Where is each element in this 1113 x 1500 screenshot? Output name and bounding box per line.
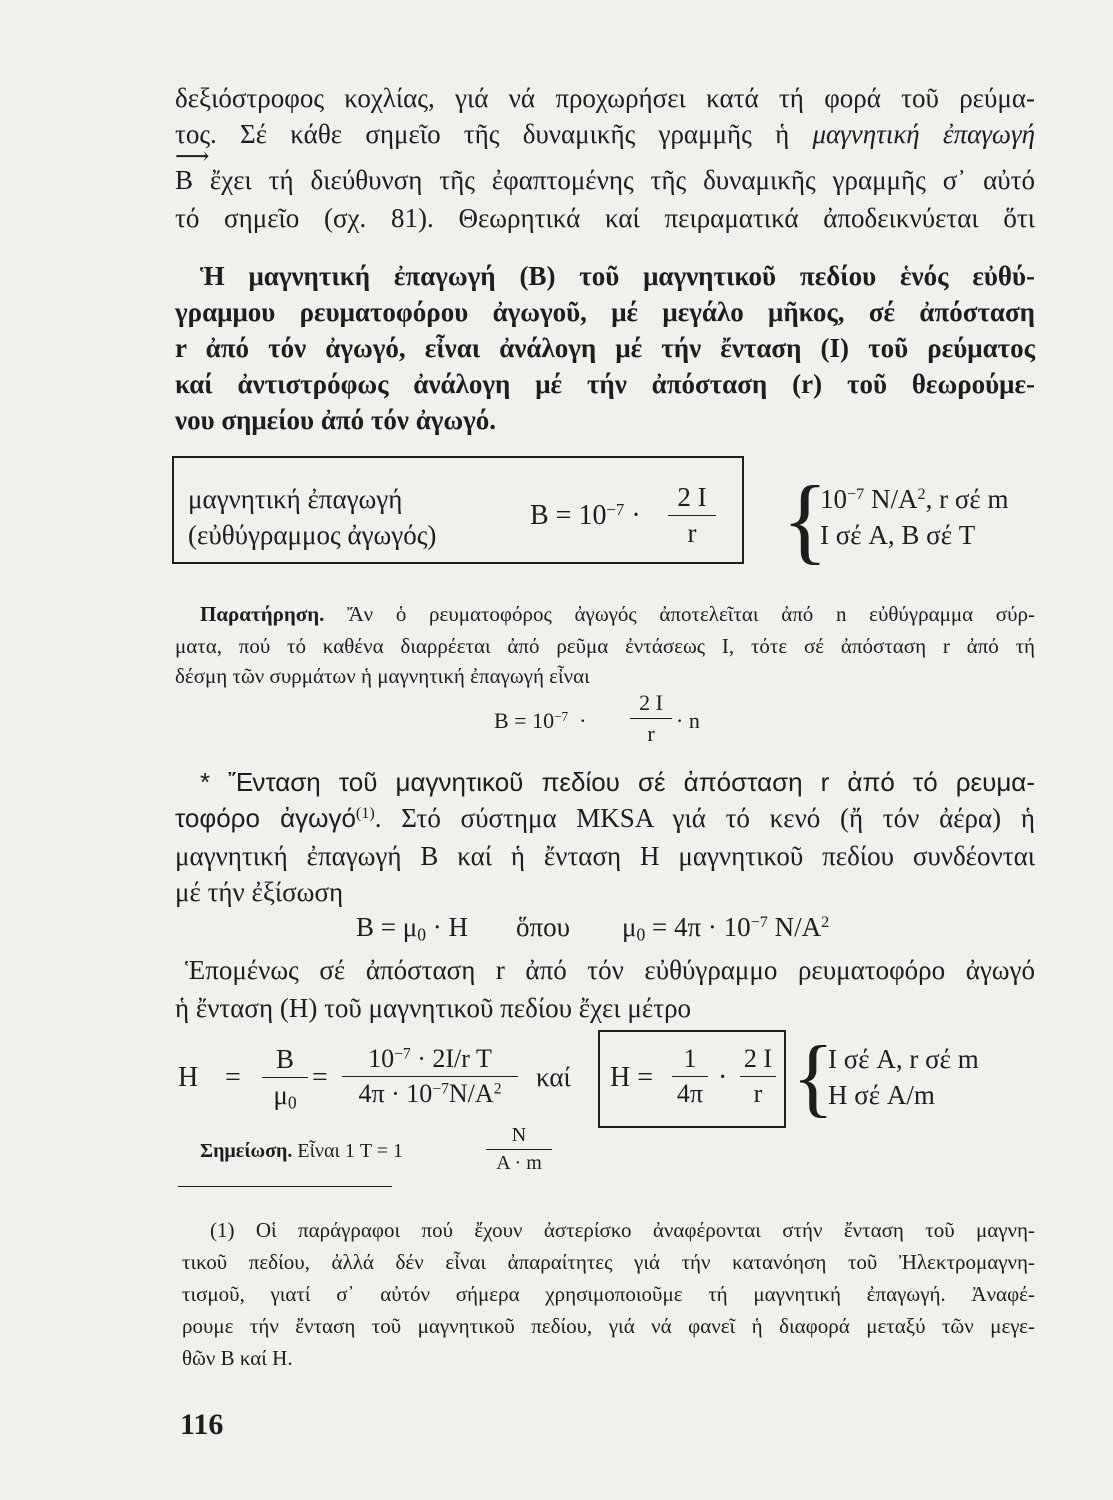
formula3-f2-den-sq: 2 bbox=[493, 1080, 502, 1098]
footnote-text-1: Οἱ παράγραφοι πού ἔχουν ἀστερίσκο ἀναφέρονται στήν ἔνταση τοῦ μαγνη- bbox=[234, 1218, 1035, 1242]
unit-text: N/A bbox=[864, 484, 918, 514]
formula3-b2-denominator: r bbox=[753, 1079, 763, 1108]
law-line-2: γραμμου ρευματοφόρου ἀγωγοῦ, μέ μεγάλο μῆκος, σέ ἀπόσταση bbox=[175, 297, 1035, 327]
remark-fraction bbox=[630, 690, 672, 747]
formula3-f2-numerator bbox=[368, 1044, 492, 1074]
remark-line-1 bbox=[200, 600, 1035, 628]
note-title: Σημείωση. bbox=[200, 1140, 293, 1162]
remark-formula-text: B = 10 bbox=[494, 708, 555, 733]
formula3-f2-num-exp: −7 bbox=[394, 1045, 411, 1063]
formula3-box-dot: · bbox=[718, 1062, 728, 1093]
law-line-4: καί ἀντιστρόφως ἀνάλογη μέ τήν ἀπόσταση (r) τοῦ θεωρούμε- bbox=[175, 369, 1035, 399]
law-line-5: νου σημείου ἀπό τόν ἀγωγό. bbox=[175, 405, 497, 435]
formula-fraction bbox=[668, 482, 716, 549]
section-text: . Στό σύστημα MKSA γιά τό κενό (ἤ τόν ἀέρα) ἡ bbox=[374, 803, 1035, 833]
formula3-f1-den-text: μ bbox=[273, 1080, 288, 1110]
remark-text: Ἄν ὁ ρευματοφόρος ἀγωγός ἀποτελεῖται ἀπό n εὐθύγραμμα σύρ- bbox=[324, 602, 1035, 626]
remark-line-2: ματα, πού τό καθένα διαρρέεται ἀπό ρεῦμα ἐντάσεως I, τότε σέ ἀπόσταση r ἀπό τή bbox=[175, 634, 1035, 658]
formula3-eq-1: = bbox=[225, 1062, 241, 1093]
formula2-exponent: −7 bbox=[750, 913, 768, 932]
remark-formula-exponent: −7 bbox=[554, 708, 569, 724]
unit-line-2: I σέ A, B σέ T bbox=[820, 520, 976, 550]
section-line-2 bbox=[175, 800, 1035, 836]
formula3-f2-den-exp: −7 bbox=[432, 1080, 449, 1098]
fraction-denominator: r bbox=[687, 518, 697, 548]
remark-formula-tail: · n bbox=[676, 708, 700, 733]
formula3-b1-bar bbox=[672, 1076, 708, 1077]
formula-lhs bbox=[530, 500, 641, 532]
section-line-3: μαγνητική ἐπαγωγή B καί ἡ ἔνταση H μαγνητικοῦ πεδίου συνδέονται bbox=[175, 841, 1035, 871]
note-fraction-bar bbox=[486, 1149, 552, 1150]
formula2-square: 2 bbox=[821, 913, 830, 932]
unit-square: 2 bbox=[917, 485, 926, 504]
remark-fraction-numerator: 2 I bbox=[639, 690, 663, 715]
unit-line-1 bbox=[820, 484, 1008, 515]
formula3-fraction-2 bbox=[342, 1044, 518, 1109]
formula2-text-a: B = μ bbox=[356, 912, 418, 942]
paragraph-line-3: B ἔχει τή διεύθυνση τῆς ἐφαπτομένης τῆς δυναμικῆς γραμμῆς σ᾽ αὐτό bbox=[175, 165, 1035, 195]
formula3-unit-line-1: I σέ A, r σέ m bbox=[828, 1044, 979, 1074]
section-title-line-1: * Ἔνταση τοῦ μαγνητικοῦ πεδίου σέ ἀπόσταση r ἀπό τό ρευμα- bbox=[200, 767, 1035, 797]
formula-b-mu-h bbox=[356, 912, 468, 943]
formula2-text-b: · H bbox=[425, 912, 468, 942]
remark-title: Παρατήρηση. bbox=[200, 602, 325, 626]
formula3-f2-den-b: N/A bbox=[448, 1079, 494, 1108]
fraction-numerator: 2 I bbox=[677, 482, 707, 512]
note-fraction bbox=[486, 1124, 552, 1175]
formula3-b1-denominator: 4π bbox=[676, 1079, 704, 1108]
formula2-text-e: N/A bbox=[767, 912, 822, 942]
footnote-line-4: ρουμε τήν ἔνταση τοῦ μαγνητικοῦ πεδίου, γιά νά φανεῖ ἡ διαφορά μεταξύ τῶν μεγε- bbox=[182, 1314, 1035, 1338]
formula3-f1-bar bbox=[262, 1077, 308, 1078]
formula3-fraction-1 bbox=[262, 1044, 308, 1111]
formula3-f2-denominator bbox=[359, 1079, 502, 1109]
formula-label-2: (εὐθύγραμμος ἀγωγός) bbox=[188, 520, 437, 550]
italic-term: μαγνητική ἐπαγωγή bbox=[812, 119, 1036, 149]
formula-mu0 bbox=[622, 912, 829, 943]
note-fraction-numerator: N bbox=[511, 1124, 527, 1146]
footnote-line-3: τισμοῦ, γιατί σ᾽ αὐτόν σήμερα χρησιμοποιοῦμε τή μαγνητική ἐπαγωγή. Ἀναφέ- bbox=[182, 1282, 1035, 1306]
formula2-text-c: μ bbox=[622, 912, 637, 942]
formula3-f2-num-a: 10 bbox=[368, 1044, 395, 1073]
paragraph2-line-1: Ἑπομένως σέ ἀπόσταση r ἀπό τόν εὐθύγραμμο ρευματοφόρο ἀγωγό bbox=[185, 955, 1035, 985]
unit-value: 10 bbox=[820, 484, 847, 514]
footnote-marker: (1) bbox=[210, 1218, 235, 1242]
paragraph-line-1: δεξιόστροφος κοχλίας, γιά νά προχωρήσει κατά τή φορά τοῦ ρεύμα- bbox=[175, 83, 1035, 113]
footnote-line-1 bbox=[210, 1216, 1035, 1244]
formula3-f1-denominator bbox=[273, 1080, 296, 1111]
remark-fraction-denominator: r bbox=[647, 721, 655, 746]
formula-dot: · bbox=[631, 500, 641, 531]
formula3-b2-bar bbox=[740, 1076, 776, 1077]
formula3-box-fraction-1 bbox=[672, 1044, 708, 1109]
note-fraction-denominator: A · m bbox=[496, 1152, 542, 1174]
formula3-box-fraction-2 bbox=[740, 1044, 776, 1109]
paragraph-line-2 bbox=[175, 116, 1035, 152]
formula3-unit-line-2: H σέ A/m bbox=[828, 1080, 935, 1110]
vector-arrow: ⟶ bbox=[175, 144, 210, 170]
footnote-line-2: τικοῦ πεδίου, ἀλλά δέν εἶναι ἀπαραίτητες γιά τήν κατανόηση τοῦ Ἠλεκτρομαγνη- bbox=[182, 1250, 1035, 1274]
formula3-f1-den-sub: 0 bbox=[287, 1092, 297, 1113]
formula-exponent: −7 bbox=[606, 499, 625, 519]
formula2-text-d: = 4π · 10 bbox=[645, 912, 751, 942]
section-line-4: μέ τήν ἐξίσωση bbox=[175, 877, 344, 907]
formula3-f2-bar bbox=[342, 1076, 518, 1077]
formula3-eq-2: = bbox=[312, 1062, 328, 1093]
remark-fraction-bar bbox=[630, 718, 672, 719]
formula3-f1-numerator: B bbox=[275, 1044, 294, 1074]
note-text: Εἶναι 1 T = 1 bbox=[292, 1140, 404, 1162]
remark-formula-dot: · bbox=[579, 708, 587, 733]
formula3-h: H bbox=[178, 1062, 199, 1093]
left-brace: { bbox=[782, 466, 829, 573]
formula3-b2-numerator: 2 I bbox=[743, 1044, 773, 1073]
formula3-kai: καί bbox=[536, 1062, 571, 1092]
paragraph-line-2-text: τος. Σέ κάθε σημεῖο τῆς δυναμικῆς γραμμῆς ἡ bbox=[175, 119, 813, 149]
formula3-brace: { bbox=[792, 1029, 835, 1126]
unit-text-2: , r σέ m bbox=[925, 484, 1009, 514]
footnote-separator bbox=[178, 1186, 392, 1187]
law-line-1: Ἡ μαγνητική ἐπαγωγή (B) τοῦ μαγνητικοῦ πεδίου ἑνός εὐθύ- bbox=[200, 261, 1035, 291]
formula3-f2-num-b: · 2I/r T bbox=[410, 1044, 492, 1073]
formula-where: ὅπου bbox=[516, 912, 570, 942]
paragraph2-line-2: ἡ ἔνταση (H) τοῦ μαγνητικοῦ πεδίου ἔχει μέτρο bbox=[175, 993, 692, 1023]
remark-line-3: δέσμη τῶν συρμάτων ἡ μαγνητική ἐπαγωγή εἶναι bbox=[175, 664, 590, 688]
formula2-sub-a: 0 bbox=[417, 924, 426, 945]
remark-formula-lhs bbox=[494, 708, 586, 734]
page-number: 116 bbox=[180, 1408, 224, 1441]
note bbox=[200, 1140, 403, 1163]
section-title-end: τοφόρο ἀγωγό bbox=[175, 803, 356, 833]
formula-label-1: μαγνητική ἐπαγωγή bbox=[188, 484, 403, 514]
formula3-f2-den-a: 4π · 10 bbox=[358, 1079, 433, 1108]
formula3-boxed-h: H = bbox=[610, 1062, 654, 1093]
unit-exponent: −7 bbox=[847, 485, 865, 504]
footnote-line-5: θῶν B καί H. bbox=[182, 1346, 293, 1370]
law-line-3: r ἀπό τόν ἀγωγό, εἶναι ἀνάλογη μέ τήν ἔνταση (I) τοῦ ρεύματος bbox=[175, 333, 1035, 363]
formula2-sub-c: 0 bbox=[636, 924, 646, 945]
footnote-reference: (1) bbox=[355, 804, 375, 823]
formula-lhs-text: B = 10 bbox=[530, 500, 607, 531]
formula3-b1-numerator: 1 bbox=[683, 1044, 697, 1073]
fraction-bar bbox=[668, 515, 716, 516]
paragraph-line-4: τό σημεῖο (σχ. 81). Θεωρητικά καί πειραματικά ἀποδεικνύεται ὅτι bbox=[175, 203, 1035, 233]
